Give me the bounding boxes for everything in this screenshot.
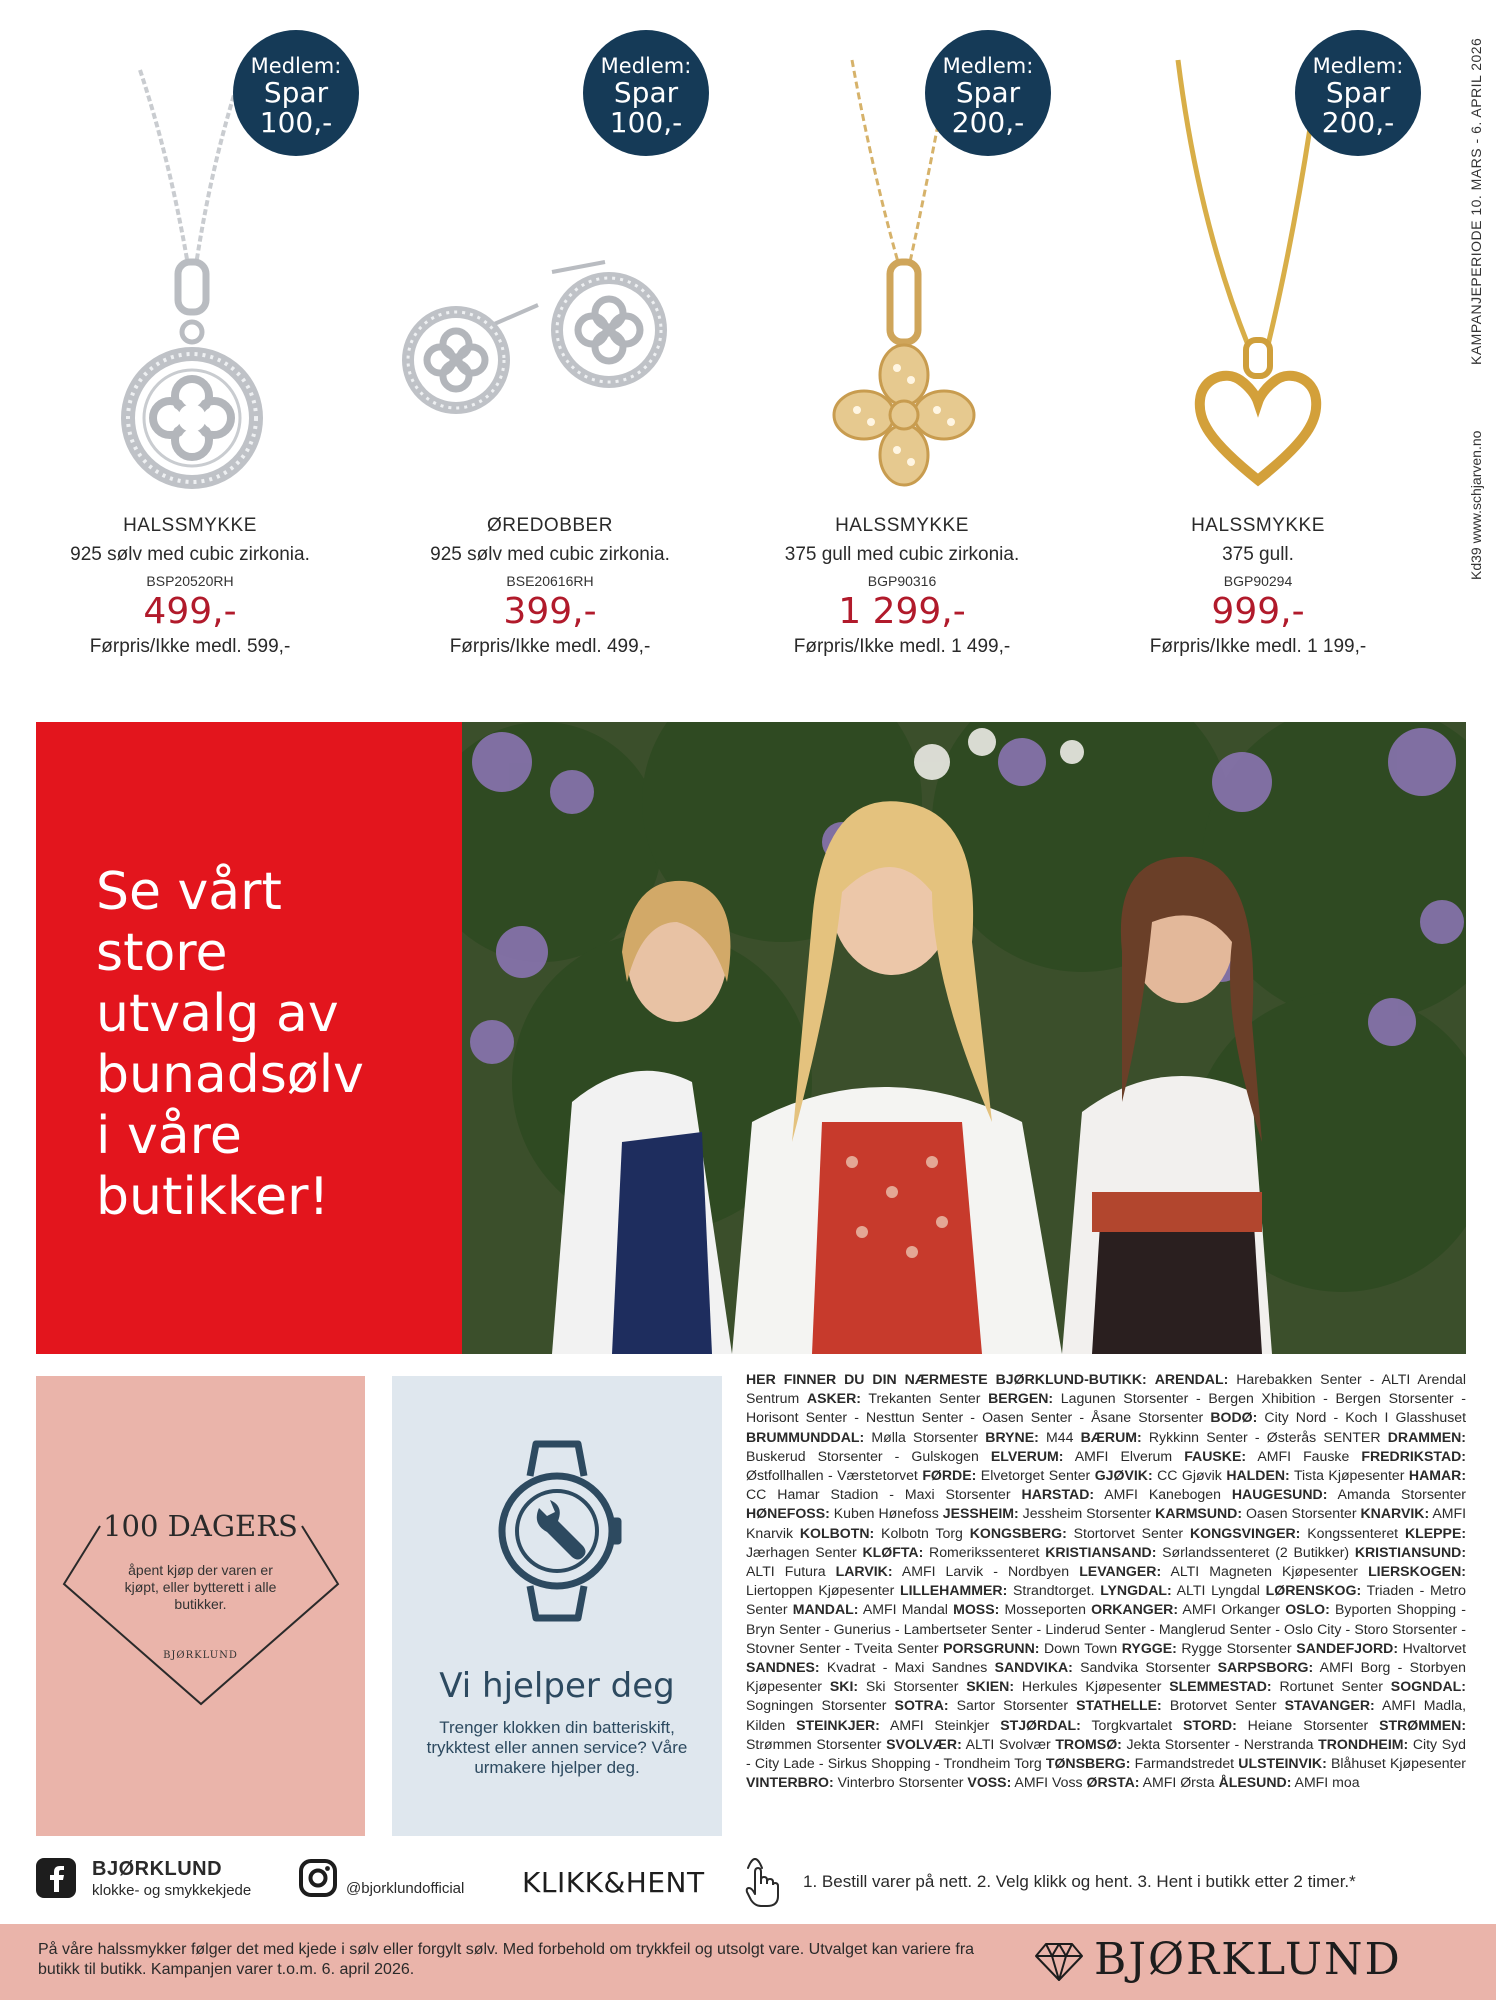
store-city: STRØMMEN: [1379, 1716, 1467, 1733]
store-city: KARMSUND: [1155, 1505, 1243, 1522]
product-card[interactable] [732, 0, 1072, 680]
badge-spar: Spar [955, 76, 1021, 109]
product-sku: BGP90316 [867, 573, 937, 589]
member-discount-badge [233, 30, 359, 156]
days-title: 100 DAGERS [103, 1509, 298, 1543]
store-city: ARENDAL: [1154, 1371, 1229, 1387]
help-title: Vi hjelper deg [439, 1666, 675, 1706]
store-city: VOSS: [967, 1774, 1012, 1791]
store-city: FREDRIKSTAD: [1361, 1447, 1466, 1464]
service-box [392, 1376, 722, 1836]
badge-amount: 100,- [259, 106, 333, 139]
badge-amount: 200,- [1321, 106, 1395, 139]
click-collect-label: KLIKK&HENT [522, 1866, 705, 1899]
days-text: åpent kjøp der varen er kjøpt, eller bytterett i alle butikker. [124, 1562, 277, 1612]
store-city: BRUMMUNDDAL: [746, 1428, 865, 1445]
product-description: 925 sølv med cubic zirkonia. [70, 544, 310, 565]
store-shops: Lagunen Storsenter - Bergen Xhibition - Bergen Storsenter - Horisont Senter - Nesttun Senter - Oasen Senter - Åsane Storsenter [746, 1390, 1466, 1426]
store-city: ORKANGER: [1091, 1601, 1179, 1618]
headline-line: bunadsølv [96, 1045, 364, 1105]
member-discount-badge [925, 30, 1051, 156]
store-city: GJØVIK: [1094, 1467, 1153, 1484]
facebook-name[interactable]: BJØRKLUND [92, 1858, 223, 1880]
store-shops: ALTI Magneten Kjøpesenter [1161, 1563, 1358, 1580]
store-shops: Sartor Storsenter [948, 1697, 1069, 1714]
product-type: ØREDOBBER [487, 515, 613, 536]
store-city: DRAMMEN: [1387, 1428, 1467, 1445]
product-before-price: Førpris/Ikke medl. 499,- [449, 636, 651, 657]
product-type: HALSSMYKKE [123, 515, 257, 536]
store-city: STEINKJER: [796, 1716, 880, 1733]
store-city: HARSTAD: [1021, 1486, 1095, 1503]
product-type: HALSSMYKKE [835, 515, 969, 536]
store-city: STAVANGER: [1284, 1697, 1375, 1714]
store-list [746, 1370, 1466, 1792]
store-shops: AMFI Kanebogen [1094, 1486, 1221, 1503]
hero-banner [36, 722, 462, 1354]
member-discount-badge [1295, 30, 1421, 156]
store-city: ÅLESUND: [1218, 1774, 1292, 1791]
store-city: KRISTIANSUND: [1354, 1543, 1467, 1560]
badge-spar: Spar [263, 76, 329, 109]
store-shops: Kuben Hønefoss [829, 1505, 939, 1522]
badge-amount: 100,- [609, 106, 683, 139]
store-city: LIERSKOGEN: [1368, 1563, 1466, 1580]
store-shops: AMFI Fauske [1246, 1447, 1350, 1464]
badge-label: Medlem: [1312, 54, 1404, 78]
store-shops: M44 [1038, 1428, 1074, 1445]
product-description: 925 sølv med cubic zirkonia. [430, 544, 670, 565]
store-shops: AMFI Borg - Storbyen Kjøpesenter [746, 1659, 1466, 1695]
store-shops: Down Town [1039, 1639, 1118, 1656]
store-shops: AMFI Ørsta [1139, 1774, 1215, 1791]
product-before-price: Førpris/Ikke medl. 1 199,- [1149, 636, 1367, 657]
store-city: BRYNE: [985, 1428, 1039, 1445]
store-shops: AMFI Knarvik [746, 1505, 1467, 1541]
product-before-price: Førpris/Ikke medl. 599,- [89, 636, 291, 657]
store-shops: City Nord - Koch I Glasshuset [1257, 1409, 1466, 1426]
store-shops: Trekanten Senter [860, 1390, 981, 1407]
store-city: MOSS: [953, 1601, 1000, 1618]
product-sku: BSE20616RH [506, 573, 594, 589]
store-city: HAMAR: [1408, 1467, 1467, 1484]
store-city: KRISTIANSAND: [1045, 1543, 1157, 1560]
store-shops: Herkules Kjøpesenter [1014, 1678, 1162, 1695]
store-shops: Kongssenteret [1300, 1524, 1399, 1541]
store-city: BERGEN: [988, 1390, 1054, 1407]
store-city: STATHELLE: [1076, 1697, 1162, 1714]
store-city: ØRSTA: [1086, 1774, 1140, 1791]
product-before-price: Førpris/Ikke medl. 1 499,- [793, 636, 1011, 657]
store-city: HØNEFOSS: [746, 1505, 830, 1522]
store-city: MANDAL: [792, 1601, 859, 1618]
store-list-intro: HER FINNER DU DIN NÆRMESTE BJØRKLUND-BUTIKK: [746, 1371, 1147, 1387]
store-city: LARVIK: [835, 1563, 893, 1580]
brand-logo-text: BJØRKLUND [1094, 1934, 1402, 1985]
product-price: 1 299,- [838, 591, 966, 632]
store-city: KNARVIK: [1360, 1505, 1430, 1522]
store-shops: Stortorvet Senter [1066, 1524, 1184, 1541]
product-sku: BSP20520RH [146, 573, 234, 589]
store-city: SVOLVÆR: [886, 1735, 962, 1752]
store-shops: Tista Kjøpesenter [1289, 1467, 1405, 1484]
product-sku: BGP90294 [1223, 573, 1293, 589]
store-shops: CC Gjøvik [1152, 1467, 1222, 1484]
store-shops: AMFI Madla, Kilden [746, 1697, 1467, 1733]
store-shops: AMFI Orkanger [1178, 1601, 1281, 1618]
store-city: ULSTEINVIK: [1238, 1755, 1327, 1772]
store-city: SARPSBORG: [1217, 1659, 1314, 1676]
store-shops: Romerikssenteret [923, 1543, 1040, 1560]
store-city: SOGNDAL: [1390, 1678, 1466, 1695]
store-city: KLEPPE: [1404, 1524, 1467, 1541]
store-city: LEVANGER: [1079, 1563, 1162, 1580]
store-shops: Jessheim Storsenter [1018, 1505, 1152, 1522]
product-card[interactable] [380, 0, 720, 680]
store-shops: Mosseporten [999, 1601, 1086, 1618]
store-city: SKI: [829, 1678, 859, 1695]
store-shops: ALTI Futura [746, 1563, 826, 1580]
product-info [20, 515, 360, 658]
facebook-icon[interactable] [36, 1858, 76, 1898]
product-card[interactable] [1088, 0, 1428, 680]
store-city: TROMSØ: [1055, 1735, 1122, 1752]
store-shops: Torgkvartalet [1080, 1716, 1173, 1733]
return-policy-box [36, 1376, 365, 1836]
store-city: HAUGESUND: [1231, 1486, 1328, 1503]
store-shops: Rygge Storsenter [1176, 1639, 1292, 1656]
store-shops: Heiane Storsenter [1236, 1716, 1369, 1733]
store-city: KLØFTA: [862, 1543, 924, 1560]
store-shops: CC Hamar Stadion - Maxi Storsenter [746, 1486, 1011, 1503]
store-city: KONGSBERG: [969, 1524, 1067, 1541]
store-shops: Kvadrat - Maxi Sandnes [819, 1659, 988, 1676]
headline-line: utvalg av [96, 984, 339, 1044]
product-type: HALSSMYKKE [1191, 515, 1325, 536]
store-city: SLEMMESTAD: [1169, 1678, 1272, 1695]
store-shops: AMFI Steinkjer [879, 1716, 990, 1733]
store-shops: Jærhagen Senter [746, 1543, 857, 1560]
store-shops: Blåhuset Kjøpesenter [1326, 1755, 1466, 1772]
badge-label: Medlem: [250, 54, 342, 78]
store-city: SKIEN: [966, 1678, 1015, 1695]
store-city: STORD: [1183, 1716, 1237, 1733]
store-shops: Sørlandssenteret (2 Butikker) [1156, 1543, 1350, 1560]
product-price: 499,- [143, 591, 237, 632]
store-city: SANDVIKA: [994, 1659, 1073, 1676]
store-city: LØRENSKOG: [1265, 1582, 1362, 1599]
store-shops: Rortunet Senter [1271, 1678, 1383, 1695]
watch-repair-icon [492, 1436, 622, 1626]
headline-line: store [96, 923, 228, 983]
store-city: RYGGE: [1121, 1639, 1177, 1656]
store-shops: Byporten Shopping - Bryn Senter - Gunerius - Lambertseter Senter - Linderud Senter - Manglerud Senter - Oslo City - Storo Storsenter - Stovner Senter - Tveita Senter [746, 1601, 1466, 1656]
help-text: Trenger klokken din batteriskift, trykktest eller annen service? Våre urmakere hjelper deg. [426, 1718, 688, 1777]
headline-line: i våre [96, 1106, 242, 1166]
store-city: KONGSVINGER: [1189, 1524, 1301, 1541]
badge-label: Medlem: [600, 54, 692, 78]
store-shops: Elvetorget Senter [976, 1467, 1091, 1484]
product-info [732, 515, 1072, 658]
store-city: STJØRDAL: [1000, 1716, 1081, 1733]
store-city: BODØ: [1210, 1409, 1258, 1426]
hero-headline [96, 862, 436, 1228]
store-shops: Kolbotn Torg [874, 1524, 963, 1541]
product-description: 375 gull med cubic zirkonia. [784, 544, 1020, 565]
footer-disclaimer: På våre halssmykker følger det med kjede i sølv eller forgylt sølv. Med forbehold om trykkfeil og utsolgt vare. Utvalget kan variere fra butikk til butikk. Kampanjen varer t.o.m. 6. april 2026. [38, 1941, 975, 1978]
store-city: JESSHEIM: [942, 1505, 1019, 1522]
store-shops: Ski Storsenter [858, 1678, 959, 1695]
store-shops: Sogningen Storsenter [746, 1697, 887, 1714]
store-shops: Rykkinn Senter - Østerås SENTER [1141, 1428, 1381, 1445]
click-collect-steps: 1. Bestill varer på nett. 2. Velg klikk og hent. 3. Hent i butikk etter 2 timer.* [803, 1872, 1356, 1891]
store-shops: City Syd - City Lade - Sirkus Shopping - Trondheim Torg [746, 1735, 1467, 1772]
store-shops: Mølla Storsenter [864, 1428, 979, 1445]
days-logo: BJØRKLUND [163, 1650, 238, 1661]
store-shops: Triaden - Metro Senter [746, 1582, 1467, 1618]
instagram-icon[interactable] [298, 1858, 338, 1898]
store-shops: Farmandstredet [1130, 1755, 1235, 1772]
store-shops: AMFI moa [1291, 1774, 1360, 1791]
store-city: SOTRA: [894, 1697, 949, 1714]
store-city: ASKER: [806, 1390, 861, 1407]
store-shops: AMFI Elverum [1063, 1447, 1173, 1464]
store-shops: Jekta Storsenter - Nerstranda [1121, 1735, 1314, 1752]
badge-amount: 200,- [951, 106, 1025, 139]
store-locations [746, 1371, 1466, 1790]
store-shops: AMFI Voss [1011, 1774, 1083, 1791]
store-shops: Strømmen Storsenter [746, 1735, 882, 1752]
store-city: FAUSKE: [1184, 1447, 1247, 1464]
side-legal-text [1462, 20, 1492, 580]
store-city: LYNGDAL: [1100, 1582, 1172, 1599]
store-shops: ALTI Lyngdal [1171, 1582, 1260, 1599]
store-shops: Strandtorget. [1007, 1582, 1095, 1599]
product-price: 399,- [503, 591, 597, 632]
store-city: OSLO: [1285, 1601, 1330, 1618]
store-city: KOLBOTN: [799, 1524, 875, 1541]
store-city: LILLEHAMMER: [900, 1582, 1008, 1599]
store-city: VINTERBRO: [746, 1774, 834, 1791]
instagram-handle[interactable]: @bjorklundofficial [346, 1880, 465, 1897]
bunad-women-photo [462, 722, 1466, 1354]
store-shops: Østfollhallen - Værstetorvet [746, 1467, 918, 1484]
store-city: BÆRUM: [1080, 1428, 1142, 1445]
badge-spar: Spar [613, 76, 679, 109]
store-shops: AMFI Larvik - Nordbyen [892, 1563, 1070, 1580]
product-description: 375 gull. [1222, 544, 1294, 565]
store-city: TRONDHEIM: [1318, 1735, 1409, 1752]
store-city: SANDNES: [746, 1659, 820, 1676]
store-shops: Brotorvet Senter [1161, 1697, 1277, 1714]
store-shops: Amanda Storsenter [1327, 1486, 1466, 1503]
footer [0, 1924, 1496, 2000]
store-city: TØNSBERG: [1045, 1755, 1131, 1772]
side-web: Kd39 www.schjarven.no [1468, 430, 1484, 580]
badge-spar: Spar [1325, 76, 1391, 109]
store-shops: Buskerud Storsenter - Gulskogen [746, 1447, 979, 1464]
headline-line: Se vårt [96, 862, 282, 922]
member-discount-badge [583, 30, 709, 156]
pointer-hand-icon [745, 1854, 779, 1908]
product-card[interactable] [20, 0, 360, 680]
headline-line: butikker! [96, 1167, 330, 1227]
campaign-period: KAMPANJEPERIODE 10. MARS - 6. APRIL 2026 [1468, 37, 1484, 365]
store-shops: Vinterbro Storsenter [833, 1774, 964, 1791]
store-shops: Hvaltorvet [1398, 1639, 1467, 1656]
store-city: SANDEFJORD: [1296, 1639, 1399, 1656]
product-price: 999,- [1211, 591, 1305, 632]
store-shops: Liertoppen Kjøpesenter [746, 1582, 895, 1599]
store-city: ELVERUM: [990, 1447, 1064, 1464]
store-city: HALDEN: [1226, 1467, 1290, 1484]
diamond-logo-icon [1034, 1938, 1084, 1982]
store-city: PORSGRUNN: [943, 1639, 1040, 1656]
badge-label: Medlem: [942, 54, 1034, 78]
facebook-subtitle: klokke- og smykkekjede [92, 1882, 252, 1899]
store-shops: Oasen Storsenter [1242, 1505, 1357, 1522]
store-shops: Harebakken Senter - ALTI Arendal Sentrum [746, 1371, 1467, 1407]
store-shops: ALTI Svolvær [961, 1735, 1051, 1752]
product-info [1088, 515, 1428, 658]
store-shops: Sandvika Storsenter [1072, 1659, 1211, 1676]
store-shops: AMFI Mandal [858, 1601, 948, 1618]
product-info [380, 515, 720, 658]
store-city: FØRDE: [922, 1467, 977, 1484]
